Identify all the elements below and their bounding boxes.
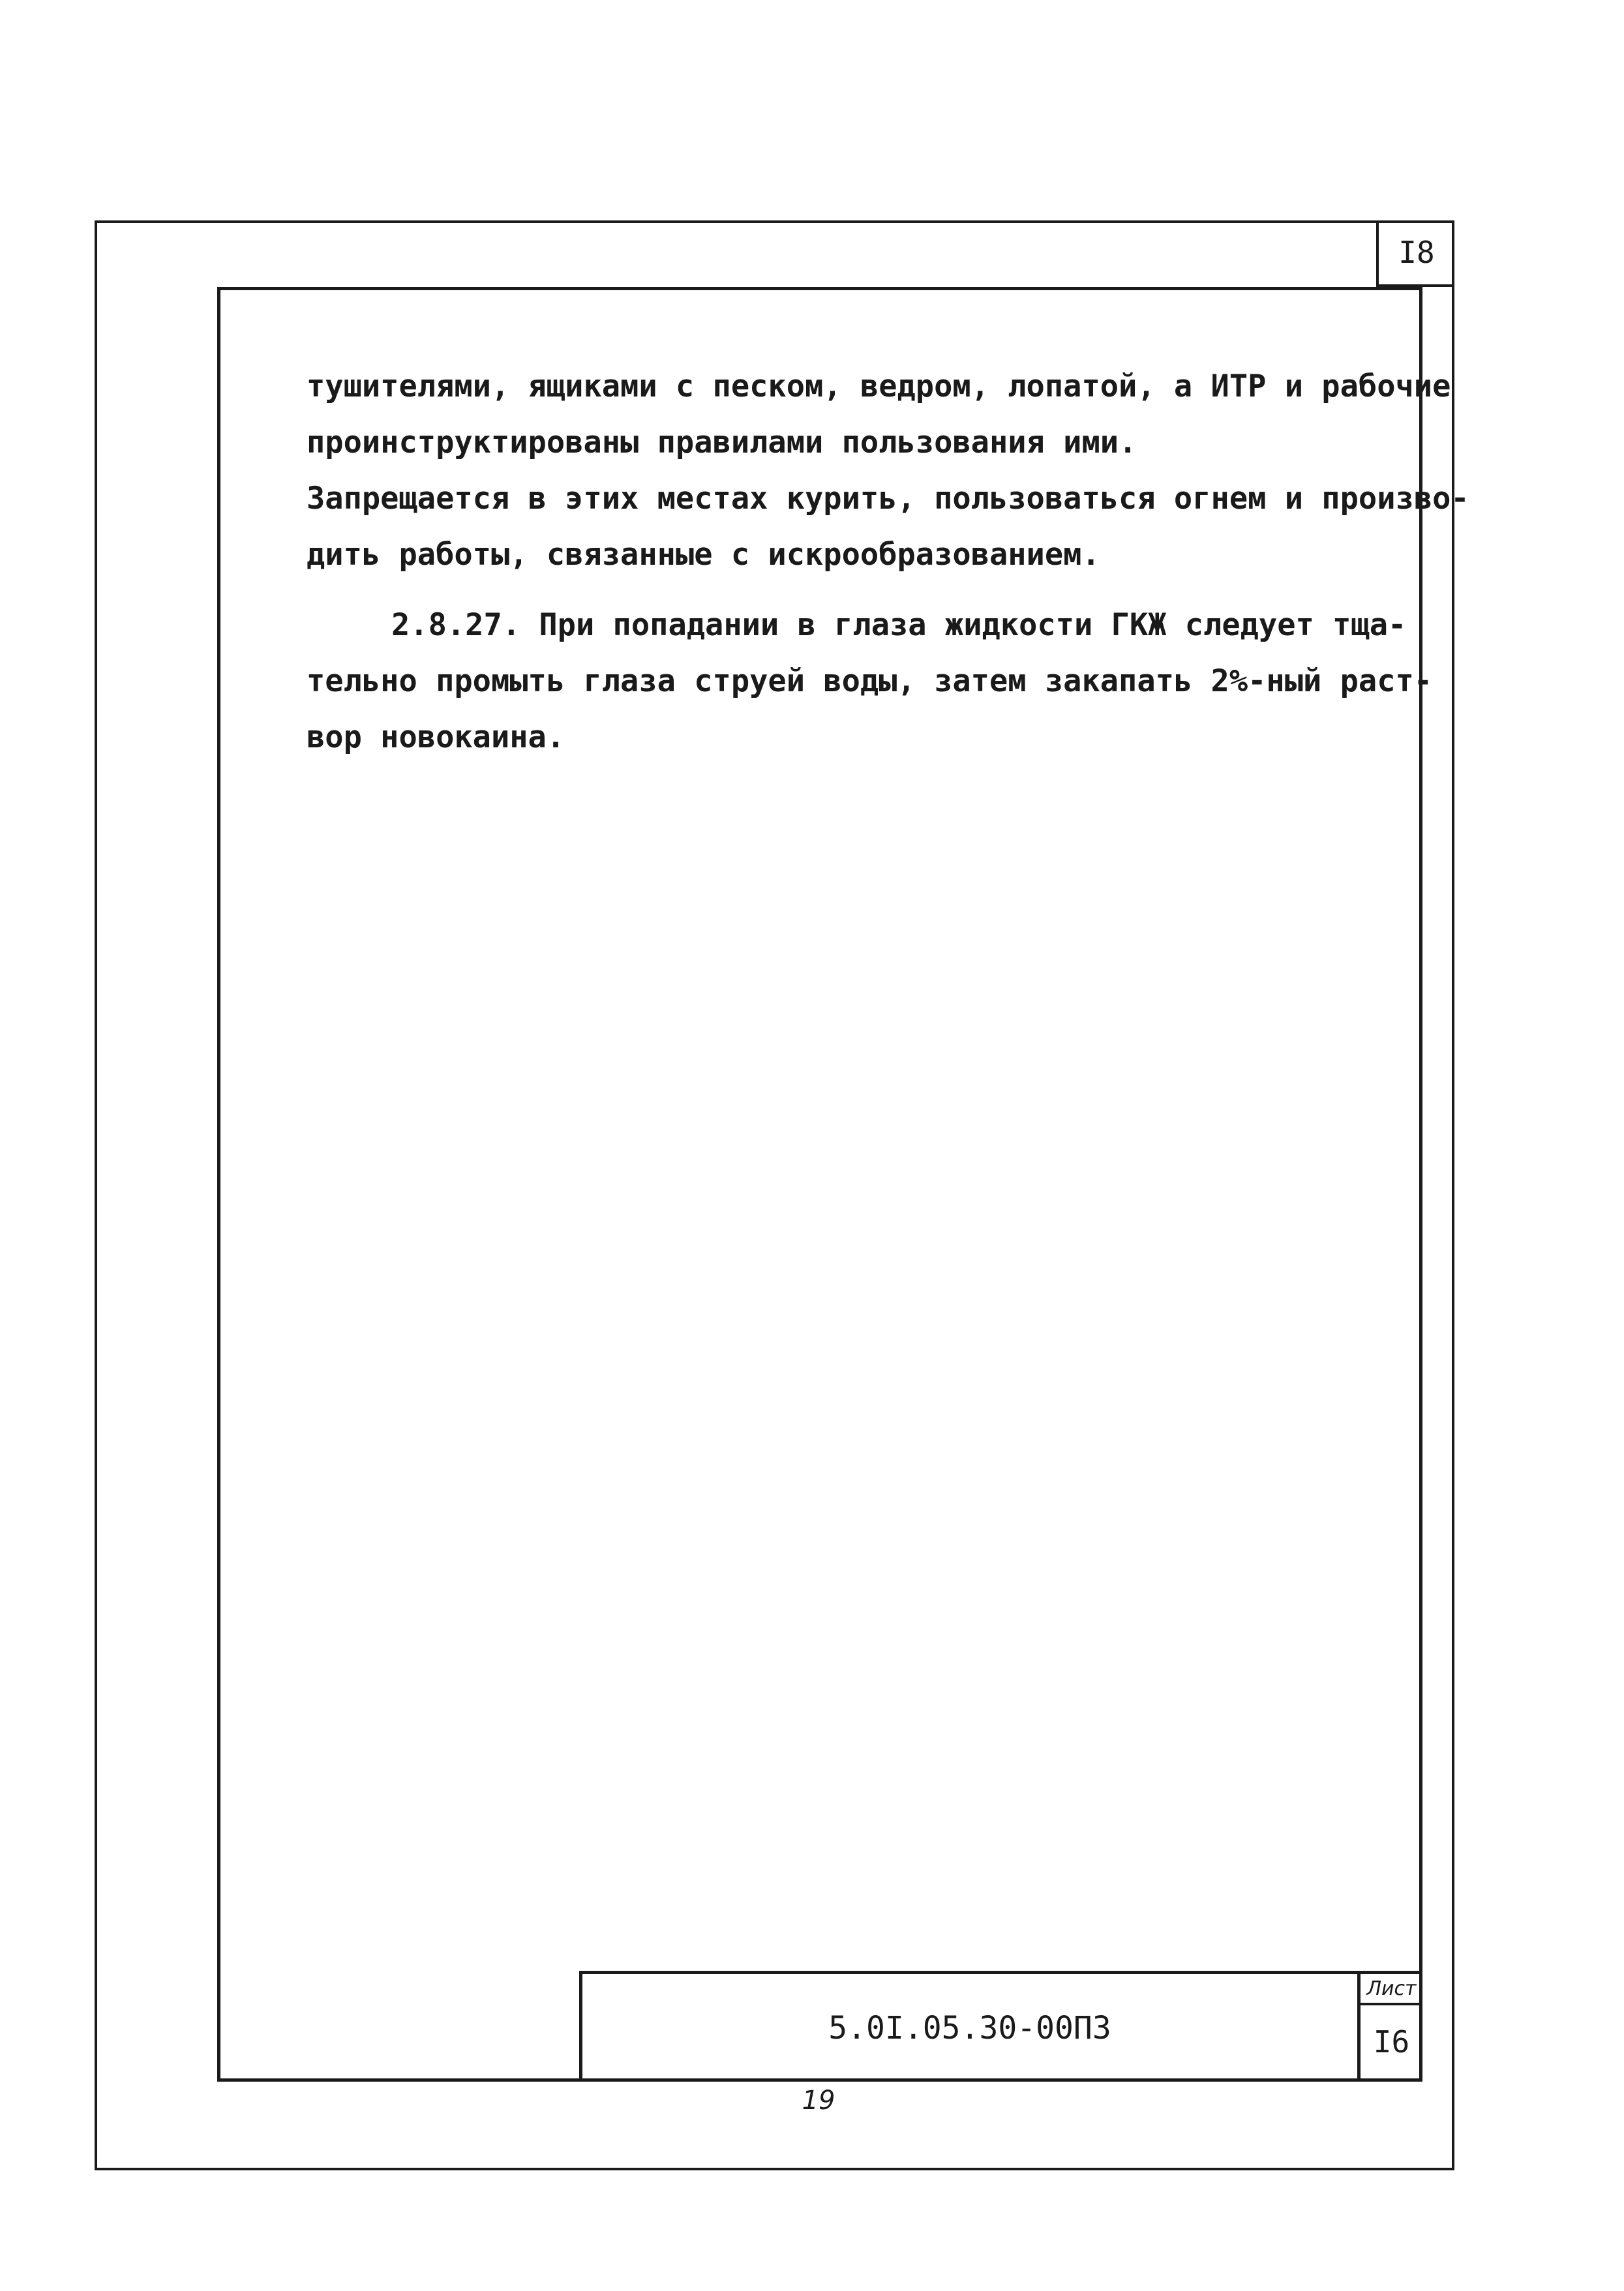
sheet-label: Лист (1361, 1974, 1422, 2005)
sheet-number: I6 (1373, 2024, 1410, 2059)
body-line: тушителями, ящиками с песком, ведром, лопатой, а ИТР и рабочие (307, 368, 1451, 404)
body-line: 2.8.27. При попадании в глаза жидкости ГКЖ следует тща- (391, 607, 1407, 643)
title-block (579, 1971, 1422, 2082)
body-line: проинструктированы правилами пользования ими. (307, 425, 1137, 460)
corner-page-number: I8 (1398, 235, 1435, 270)
sheet-cell (1357, 1974, 1422, 2082)
corner-page-box (1376, 220, 1454, 287)
body-line: Запрещается в этих местах курить, пользоваться огнем и произво- (307, 481, 1469, 517)
document-body (307, 359, 1469, 766)
body-line: тельно промыть глаза струей воды, затем закапать 2%-ный раст- (307, 663, 1433, 699)
document-code: 5.0I.05.30-00ПЗ (828, 2009, 1111, 2046)
body-line: дить работы, связанные с искрообразованием. (307, 537, 1100, 573)
body-line: вор новокаина. (307, 719, 565, 755)
handwritten-page-number: 19 (802, 2086, 835, 2116)
